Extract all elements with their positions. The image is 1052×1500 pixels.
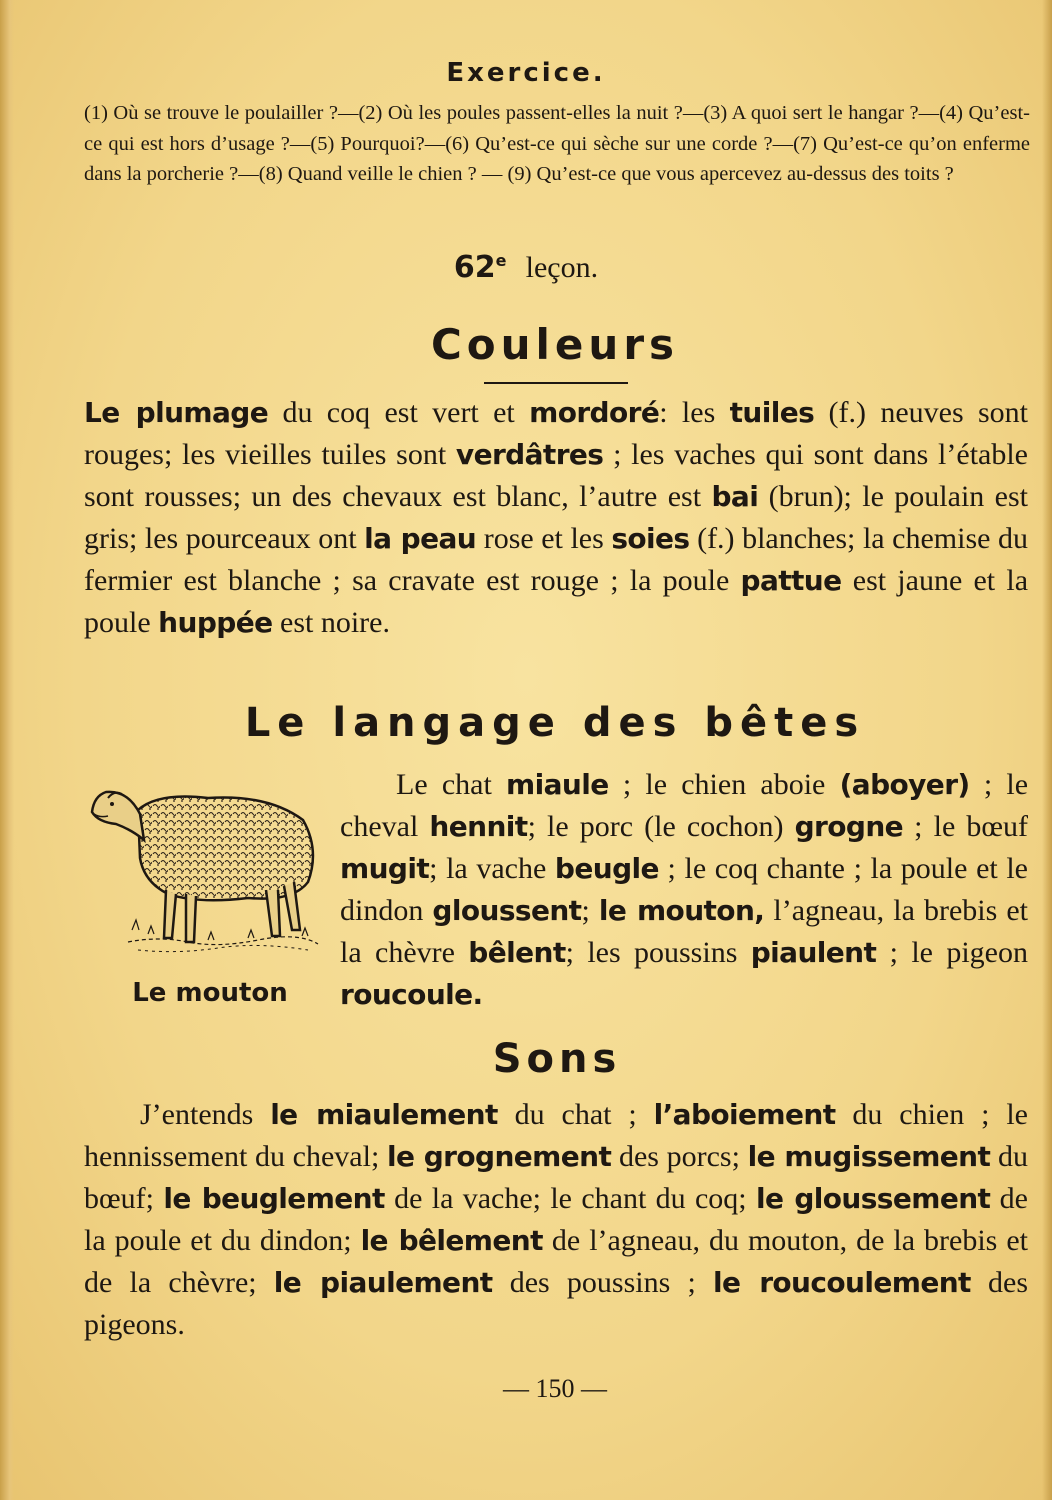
text-run: ; le chien aboie xyxy=(608,768,840,801)
bold-term: grogne xyxy=(794,810,904,843)
text-run: J’entends xyxy=(140,1098,271,1131)
lesson-suffix: e xyxy=(495,251,507,270)
text-run: ; les vaches qui sont dans l’étable sont rousses; un des chevaux est blanc, l’autre est xyxy=(84,438,1029,513)
text-run: des porcs; xyxy=(611,1140,748,1173)
bold-term: l’aboiement xyxy=(653,1098,836,1131)
text-run: du bœuf; xyxy=(84,1140,1028,1215)
bold-term: piaulent xyxy=(750,936,877,969)
text-run: est noire. xyxy=(272,606,390,639)
bold-term: le mugissement xyxy=(747,1140,991,1173)
bold-term: le roucoulement xyxy=(712,1266,971,1299)
bold-term: miaule xyxy=(506,768,609,801)
sheep-illustration xyxy=(88,770,320,960)
bold-term: le gloussement xyxy=(755,1182,991,1215)
text-run: de la vache; le chant du coq; xyxy=(384,1182,756,1215)
heading-sons: Sons xyxy=(492,1036,622,1082)
text-run: (brun); le poulain est gris; les pourceaux ont xyxy=(84,480,1028,555)
text-run: est jaune et la poule xyxy=(84,564,1029,639)
bold-term: mordoré xyxy=(529,396,660,429)
text-run: ; le cheval xyxy=(340,768,1029,843)
lesson-number: 62 xyxy=(453,250,496,285)
bold-term: le beuglement xyxy=(163,1182,385,1215)
bold-term: verdâtres xyxy=(455,438,604,471)
bold-term: le piaulement xyxy=(273,1266,493,1299)
page-edge-right xyxy=(1042,0,1052,1500)
bold-term: la peau xyxy=(364,522,477,555)
exercise-questions: (1) Où se trouve le poulailler ?—(2) Où les poules passent-elles la nuit ?—(3) A quoi sert le hangar ?—(4) Qu’est-ce qui est hors d’usage ?—(5) Pourquoi?—(6) Qu’est-ce qui sèche sur une corde ?—(7) Qu’est-ce qu’on enferme dans la porcherie ?—(8) Quand veille le chien ? — (9) Qu’est-ce que vous apercevez au-dessus des toits ? xyxy=(84,102,1030,185)
paragraph-couleurs xyxy=(84,392,1028,644)
text-run: du chien ; le hennissement du cheval; xyxy=(84,1098,1028,1173)
text-run: ; xyxy=(581,894,599,927)
bold-term: pattue xyxy=(740,564,842,597)
text-run: ; les poussins xyxy=(565,936,751,969)
text-run: ; le coq chante ; la poule et le dindon xyxy=(340,852,1028,927)
bold-term: bai xyxy=(711,480,759,513)
bold-term: beugle xyxy=(554,852,659,885)
bold-term: soies xyxy=(611,522,690,555)
heading-underline xyxy=(484,382,628,384)
text-run: ; le porc (le cochon) xyxy=(527,810,795,843)
text-run: (f.) blanches; la chemise du fermier est blanche ; sa cravate est rouge ; la poule xyxy=(84,522,1029,597)
text-run: ; le pigeon xyxy=(876,936,1028,969)
bold-term: huppée xyxy=(158,606,273,639)
lesson-word: leçon. xyxy=(525,251,599,284)
text-run: l’agneau, la brebis et la chèvre xyxy=(340,894,1028,969)
exercise-title: Exercice. xyxy=(446,58,606,88)
heading-langage: Le langage des bêtes xyxy=(244,700,866,746)
text-run: du coq est vert et xyxy=(268,396,530,429)
bold-term: le miaulement xyxy=(270,1098,498,1131)
bold-term: le bêlement xyxy=(360,1224,543,1257)
heading-couleurs: Couleurs xyxy=(430,320,680,369)
text-run: du chat ; xyxy=(497,1098,654,1131)
text-run: Le chat xyxy=(396,768,507,801)
text-run: des poussins ; xyxy=(492,1266,713,1299)
page-number: — 150 — xyxy=(503,1374,607,1403)
paragraph-sons xyxy=(84,1094,1028,1346)
lesson-heading xyxy=(0,250,1052,285)
bold-term: tuiles xyxy=(729,396,815,429)
page-edge-left xyxy=(0,0,14,1500)
paragraph-langage xyxy=(340,764,1028,1016)
text-run: de l’agneau, du mouton, de la brebis et de la chèvre; xyxy=(84,1224,1028,1299)
bold-term: Le plumage xyxy=(84,396,269,429)
bold-term: le mouton, xyxy=(598,894,765,927)
text-run: ; le bœuf xyxy=(903,810,1029,843)
text-run: ; la vache xyxy=(429,852,555,885)
bold-term: hennit xyxy=(429,810,528,843)
bold-term: bêlent xyxy=(468,936,566,969)
text-run: rose et les xyxy=(476,522,612,555)
text-run: de la poule et du dindon; xyxy=(84,1182,1028,1257)
text-run: : les xyxy=(659,396,730,429)
text-run: des pigeons. xyxy=(84,1266,1029,1341)
bold-term: roucoule. xyxy=(340,978,483,1011)
bold-term: le grognement xyxy=(386,1140,612,1173)
bold-term: mugit xyxy=(340,852,430,885)
bold-term: gloussent xyxy=(432,894,582,927)
sheep-caption: Le mouton xyxy=(132,978,288,1008)
text-run: (f.) neuves sont rouges; les vieilles tuiles sont xyxy=(84,396,1028,471)
bold-term: (aboyer) xyxy=(839,768,970,801)
